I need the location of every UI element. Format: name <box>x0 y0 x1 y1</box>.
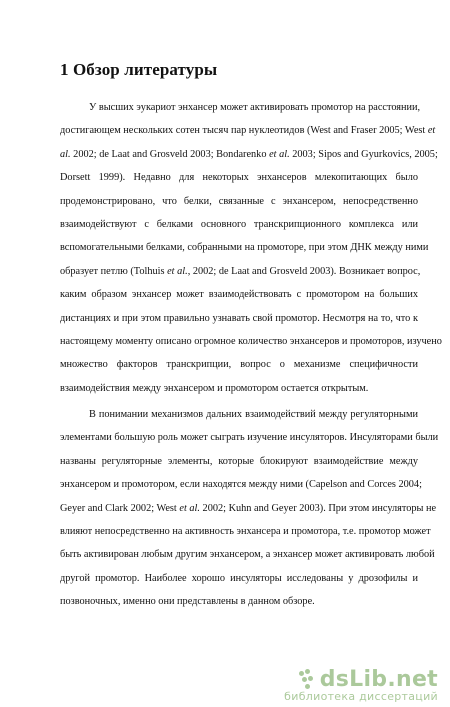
text-line: образует петлю (Tolhuis et al., 2002; de Laat and Grosveld 2003). Возникает вопрос, <box>60 265 421 277</box>
text-line: У высших эукариот энхансер может активировать промотор на расстоянии, <box>89 102 421 113</box>
text-line: элементами большую роль может сыграть изучение инсуляторов. Инсуляторами были <box>60 432 439 444</box>
text-line: настоящему моменту описано огромное количество энхансеров и промоторов, изучено <box>60 336 442 347</box>
text-line: другой промотор. Наиболее хорошо инсуляторы исследованы у дрозофилы и <box>60 572 418 584</box>
text-line: продемонстрировано, что белки, связанные с энхансером, непосредственно <box>60 195 418 207</box>
text-line: влияют непосредственно на активность энхансера и промотора, т.е. промотор может <box>60 526 431 537</box>
text-line: достигающем нескольких сотен тысяч пар нуклеотидов (West and Fraser 2005; West et <box>60 125 436 137</box>
dslib-watermark <box>284 667 438 703</box>
watermark-tagline: библиотека диссертаций <box>284 690 438 703</box>
text-line: взаимодействия между энхансером и промотором остается открытым. <box>60 382 369 394</box>
text-line: каким образом энхансер может взаимодействовать с промотором на больших <box>60 289 418 301</box>
text-line: названы регуляторные элементы, которые блокируют взаимодействие между <box>60 455 418 467</box>
section-heading: 1 Обзор литературы <box>60 60 218 79</box>
text-line: вспомогательными белками, собранными на промоторе, при этом ДНК между ними <box>60 242 429 254</box>
dslib-logo-icon <box>299 669 315 691</box>
text-line: al. 2002; de Laat and Grosveld 2003; Bondarenko et al. 2003; Sipos and Gyurkovics, 2005; <box>60 148 438 160</box>
text-line: дистанциях и при этом правильно узнавать свой промотор. Несмотря на то, что к <box>60 312 418 324</box>
text-line: быть активирован любым другим энхансером, а энхансер может активировать любой <box>60 549 435 561</box>
text-line: взаимодействуют с белками основного транскрипционного комплекса или <box>60 219 418 230</box>
text-line: множество факторов транскрипции, вопрос о механизме специфичности <box>60 359 418 371</box>
text-line: энхансером и промотором, если находятся между ними (Capelson and Corces 2004; <box>60 479 422 491</box>
text-line: В понимании механизмов дальних взаимодействий между регуляторными <box>89 409 418 420</box>
text-line: Dorsett 1999). Недавно для некоторых энхансеров млекопитающих было <box>60 172 418 184</box>
text-line: Geyer and Clark 2002; West et al. 2002; Kuhn and Geyer 2003). При этом инсуляторы не <box>60 502 437 514</box>
text-line: позвоночных, именно они представлены в данном обзоре. <box>60 596 315 608</box>
watermark-name: dsLib.net <box>319 667 438 692</box>
